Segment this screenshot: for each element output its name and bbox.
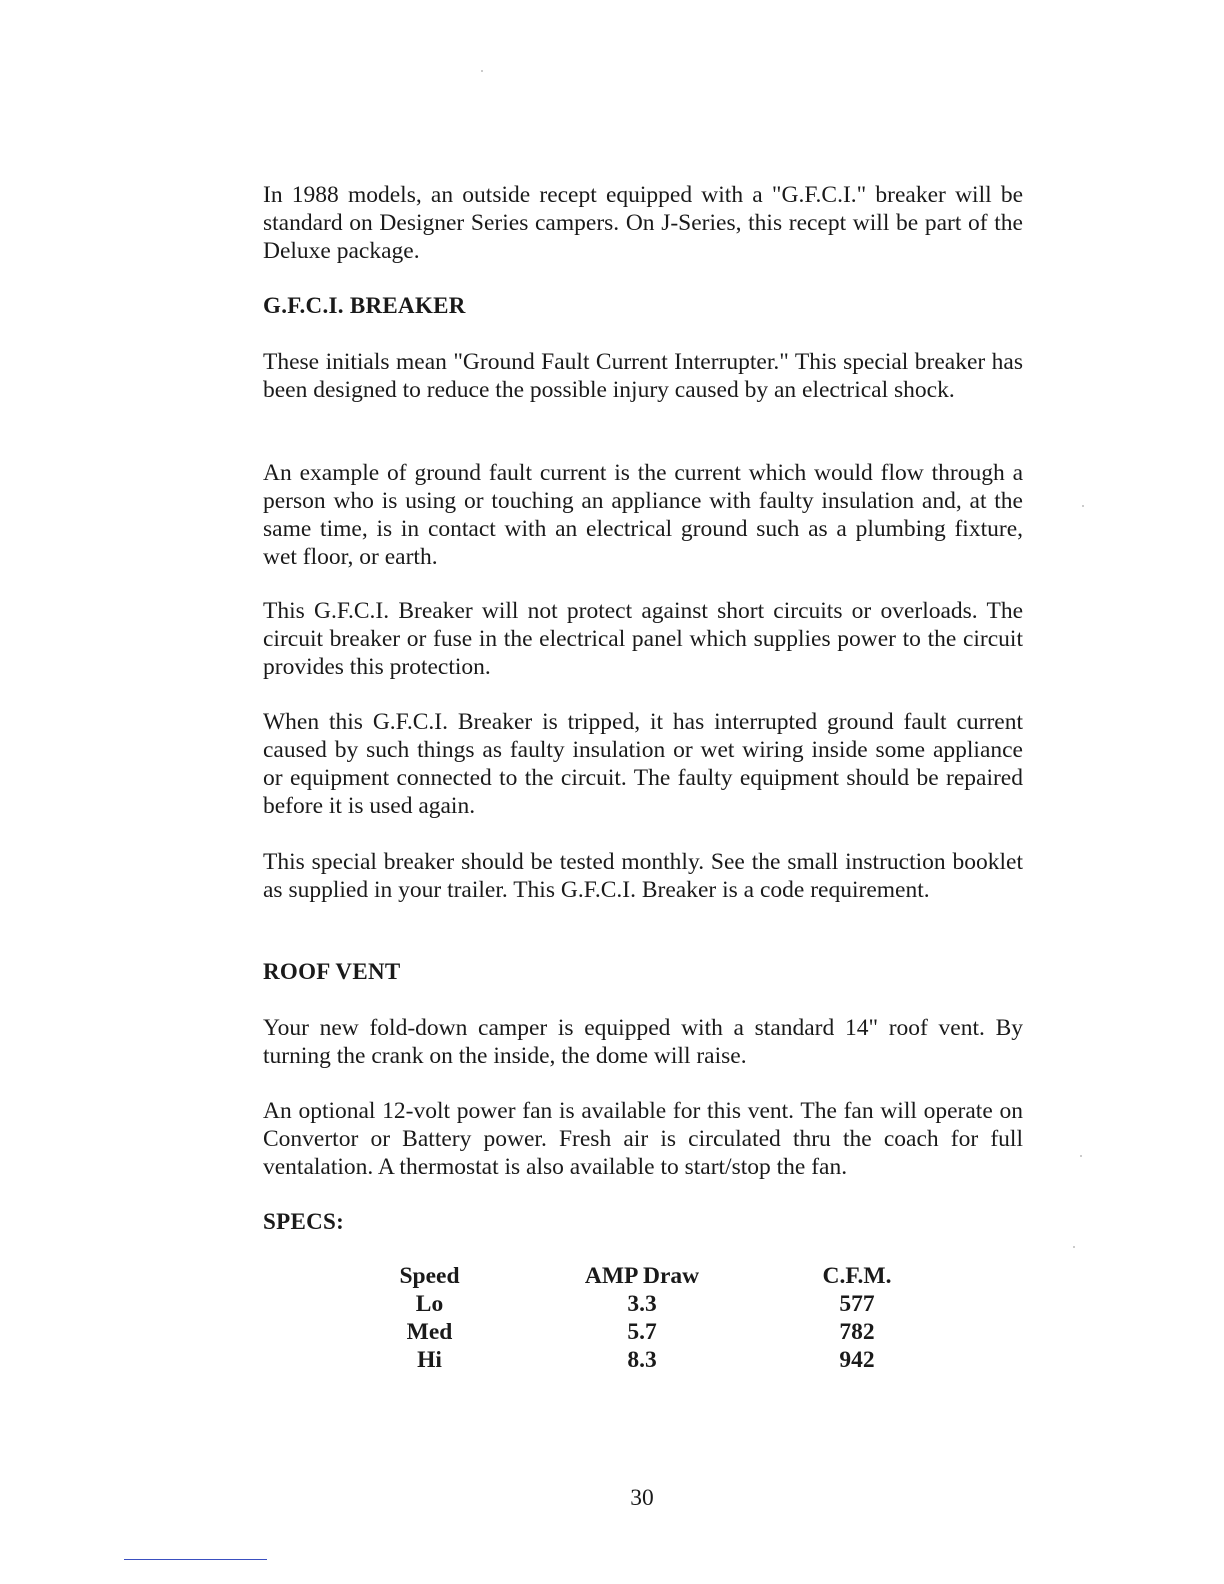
specs-heading: SPECS: xyxy=(263,1209,345,1234)
specs-header-speed: Speed xyxy=(399,1263,460,1289)
intro-paragraph: In 1988 models, an outside recept equipped with a "G.F.C.I." breaker will be standard on Designer Series campers. On J-Series, this recept will be part of the Deluxe package. xyxy=(263,182,1023,264)
gfci-paragraph-3-block xyxy=(263,597,1023,681)
roof-vent-heading: ROOF VENT xyxy=(263,959,401,984)
scan-speck xyxy=(481,70,483,72)
scan-speck xyxy=(1080,1155,1082,1157)
vent-paragraph-1-block xyxy=(263,1014,1023,1070)
page-number: 30 xyxy=(630,1485,654,1511)
specs-heading-block xyxy=(263,1208,1023,1236)
vent-paragraph-2-block xyxy=(263,1097,1023,1181)
gfci-paragraph-3: This G.F.C.I. Breaker will not protect against short circuits or overloads. The circuit breaker or fuse in the electrical panel which supplies power to the circuit provides this protection. xyxy=(263,598,1023,680)
intro-paragraph-block xyxy=(263,181,1023,265)
specs-header-amp-draw: AMP Draw xyxy=(584,1263,700,1289)
table-row xyxy=(352,1346,937,1374)
gfci-heading-block xyxy=(263,292,1023,320)
gfci-paragraph-1: These initials mean "Ground Fault Current Interrupter." This special breaker has been designed to reduce the possible injury caused by an electrical shock. xyxy=(263,349,1023,403)
scan-speck xyxy=(1073,1246,1075,1248)
gfci-paragraph-4: When this G.F.C.I. Breaker is tripped, it has interrupted ground fault current caused by such things as faulty insulation or wet wiring inside some appliance or equipment connected to the circuit. The faulty equipment should be repaired before it is used again. xyxy=(263,709,1023,819)
gfci-paragraph-5-block xyxy=(263,848,1023,904)
vent-paragraph-2: An optional 12-volt power fan is available for this vent. The fan will operate on Convertor or Battery power. Fresh air is circulated thru the coach for full ventalation. A thermostat is also available to start/stop the fan. xyxy=(263,1098,1023,1180)
specs-cell-speed: Med xyxy=(406,1319,453,1345)
specs-table-header-row xyxy=(352,1262,937,1290)
specs-cell-amp-draw: 5.7 xyxy=(627,1319,657,1345)
specs-cell-speed: Lo xyxy=(415,1291,444,1317)
gfci-paragraph-5: This special breaker should be tested monthly. See the small instruction booklet as supplied in your trailer. This G.F.C.I. Breaker is a code requirement. xyxy=(263,849,1023,903)
specs-cell-amp-draw: 8.3 xyxy=(627,1347,657,1373)
gfci-paragraph-2: An example of ground fault current is the current which would flow through a person who is using or touching an appliance with faulty insulation and, at the same time, is in contact with an electrical ground such as a plumbing fixture, wet floor, or earth. xyxy=(263,460,1023,570)
gfci-paragraph-4-block xyxy=(263,708,1023,820)
specs-header-cfm: C.F.M. xyxy=(822,1263,892,1289)
table-row xyxy=(352,1318,937,1346)
specs-cell-amp-draw: 3.3 xyxy=(627,1291,657,1317)
footer-rule xyxy=(124,1559,267,1560)
table-row xyxy=(352,1290,937,1318)
roof-vent-heading-block xyxy=(263,958,1023,986)
gfci-heading: G.F.C.I. BREAKER xyxy=(263,293,466,318)
scan-speck xyxy=(1082,505,1084,507)
specs-cell-speed: Hi xyxy=(417,1347,442,1373)
gfci-paragraph-1-block xyxy=(263,348,1023,404)
specs-cell-cfm: 942 xyxy=(839,1347,875,1373)
specs-cell-cfm: 782 xyxy=(839,1319,875,1345)
vent-paragraph-1: Your new fold-down camper is equipped with a standard 14" roof vent. By turning the crank on the inside, the dome will raise. xyxy=(263,1015,1023,1069)
gfci-paragraph-2-block xyxy=(263,459,1023,571)
specs-cell-cfm: 577 xyxy=(839,1291,875,1317)
specs-table xyxy=(352,1262,937,1374)
